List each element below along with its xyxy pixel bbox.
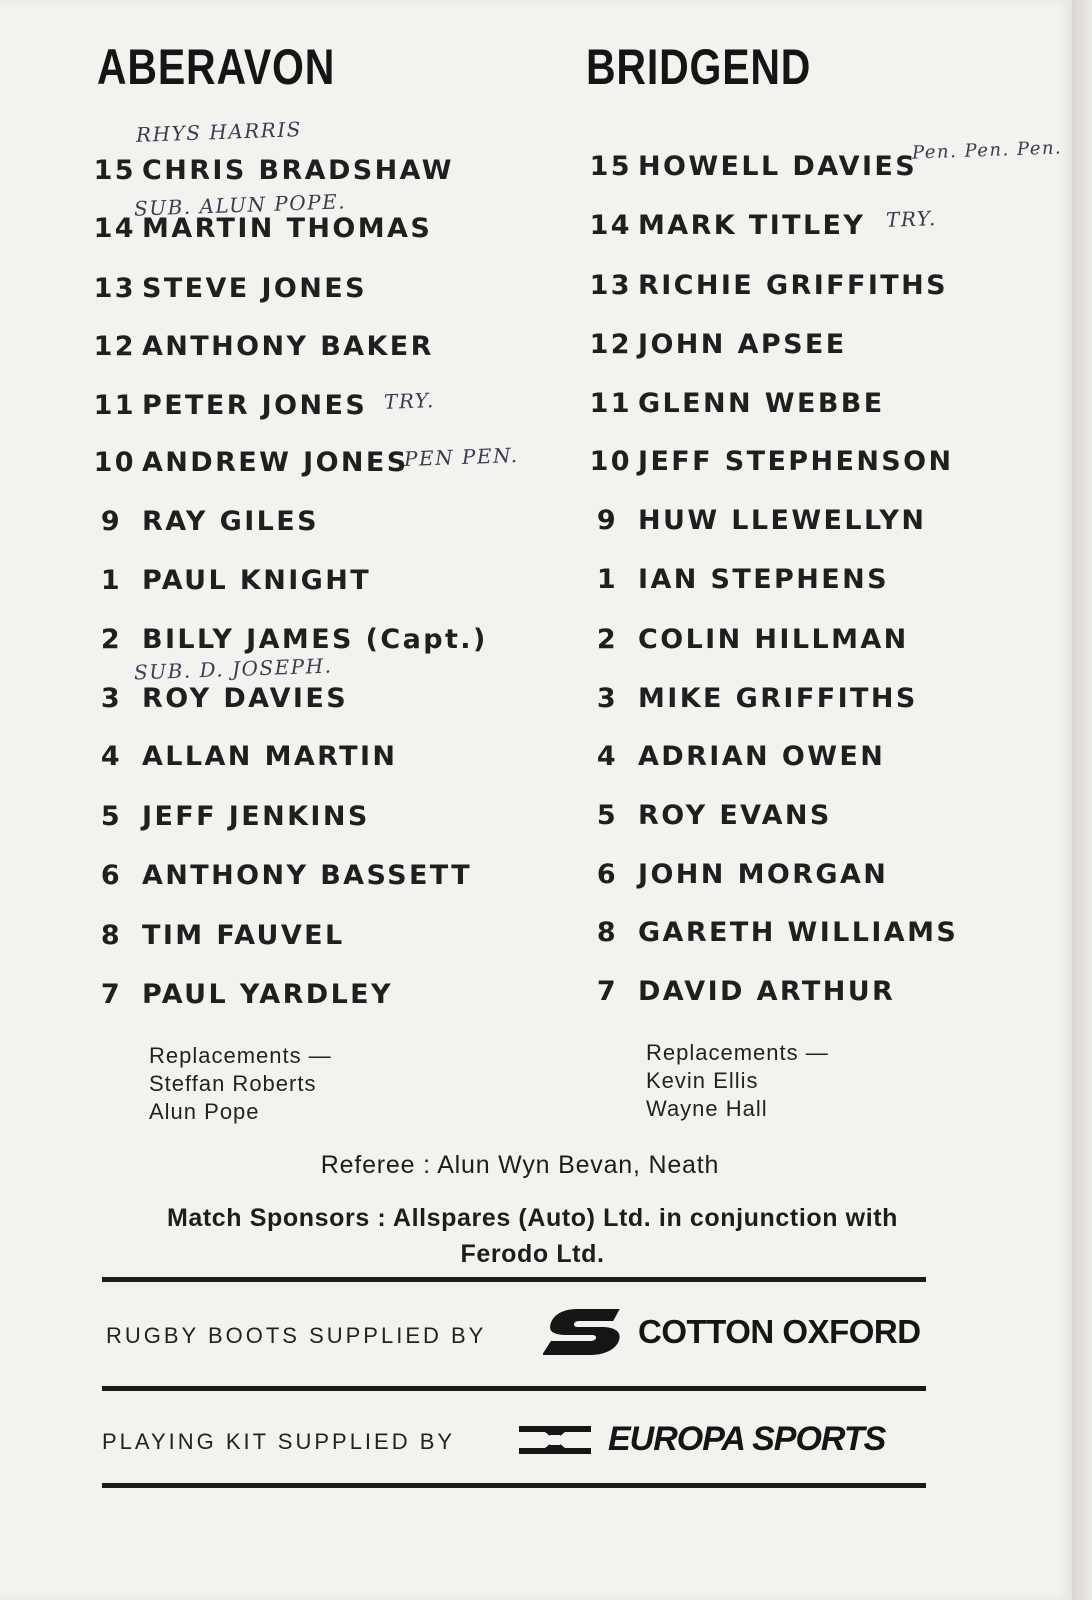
home-team-title: ABERAVON xyxy=(97,39,336,95)
handwritten-note: SUB. ALUN POPE. xyxy=(133,189,347,221)
player-number: 5 xyxy=(596,800,618,831)
player-row xyxy=(84,979,393,1010)
handwritten-note: RHYS HARRIS xyxy=(135,117,303,147)
kit-brand: EUROPA SPORTS xyxy=(608,1420,886,1458)
player-row xyxy=(84,447,409,478)
player-number: 8 xyxy=(100,920,122,951)
player-name: JEFF STEPHENSON xyxy=(638,446,954,477)
home-replacements xyxy=(149,1042,332,1126)
player-row xyxy=(580,388,885,419)
player-number: 9 xyxy=(100,506,122,537)
player-number: 3 xyxy=(100,683,122,714)
player-number: 12 xyxy=(93,331,136,362)
player-row xyxy=(580,329,847,360)
player-number: 14 xyxy=(589,210,632,241)
away-replacements xyxy=(646,1039,829,1123)
player-name: PETER JONES xyxy=(142,390,368,421)
player-name: GARETH WILLIAMS xyxy=(638,917,959,948)
replacement-player: Wayne Hall xyxy=(646,1096,768,1121)
replacements-label: Replacements — xyxy=(646,1040,829,1065)
player-name: JEFF JENKINS xyxy=(142,801,370,832)
player-name: DAVID ARTHUR xyxy=(638,976,896,1007)
player-row xyxy=(84,920,345,951)
europa-sports-logo-icon xyxy=(517,1424,593,1456)
player-row xyxy=(580,446,954,477)
handwritten-note: TRY. xyxy=(885,206,938,232)
player-row xyxy=(580,741,885,772)
handwritten-note: Pen. Pen. Pen. xyxy=(911,137,1063,164)
player-name: GLENN WEBBE xyxy=(638,388,885,419)
player-row xyxy=(84,273,367,304)
player-number: 12 xyxy=(589,329,632,360)
divider xyxy=(102,1386,926,1391)
player-number: 5 xyxy=(100,801,122,832)
player-name: MARK TITLEY xyxy=(638,210,866,241)
player-number: 3 xyxy=(596,683,618,714)
cotton-oxford-logo-icon xyxy=(543,1303,621,1359)
player-name: MARTIN THOMAS xyxy=(142,213,433,244)
player-number: 15 xyxy=(589,151,632,182)
player-row xyxy=(580,976,895,1007)
player-row xyxy=(580,564,889,595)
boots-label: RUGBY BOOTS SUPPLIED BY xyxy=(106,1323,487,1348)
player-number: 11 xyxy=(589,388,632,419)
player-number: 6 xyxy=(100,860,122,891)
sponsors-line: Ferodo Ltd. xyxy=(460,1240,605,1268)
player-number: 1 xyxy=(100,565,122,596)
player-row xyxy=(84,624,488,655)
referee-line: Referee : Alun Wyn Bevan, Neath xyxy=(320,1151,720,1179)
player-name: ADRIAN OWEN xyxy=(638,741,886,772)
handwritten-note: SUB. D. JOSEPH. xyxy=(133,653,333,685)
player-row xyxy=(84,741,397,772)
player-name: ROY EVANS xyxy=(638,800,832,831)
player-row xyxy=(84,506,319,537)
player-row xyxy=(84,331,434,362)
player-name: ROY DAVIES xyxy=(142,683,349,714)
replacement-player: Steffan Roberts xyxy=(149,1071,317,1096)
replacement-player: Alun Pope xyxy=(149,1099,260,1124)
player-number: 4 xyxy=(596,741,618,772)
player-row xyxy=(580,624,909,655)
player-name: PAUL YARDLEY xyxy=(142,979,393,1010)
player-number: 4 xyxy=(100,741,122,772)
player-row xyxy=(580,917,958,948)
player-row xyxy=(580,210,865,241)
boots-brand: COTTON OXFORD xyxy=(638,1313,921,1350)
player-name: IAN STEPHENS xyxy=(638,564,889,595)
player-number: 13 xyxy=(589,270,632,301)
player-number: 11 xyxy=(93,390,136,421)
player-number: 2 xyxy=(596,624,618,655)
player-row xyxy=(580,683,918,714)
match-sponsors xyxy=(60,1200,1005,1272)
player-name: CHRIS BRADSHAW xyxy=(142,155,454,186)
player-name: ALLAN MARTIN xyxy=(142,741,398,772)
player-name: COLIN HILLMAN xyxy=(638,624,909,655)
player-name: BILLY JAMES (Capt.) xyxy=(142,624,488,655)
player-row xyxy=(580,859,888,890)
player-number: 1 xyxy=(596,564,618,595)
handwritten-note: TRY. xyxy=(383,388,436,414)
player-row xyxy=(84,860,472,891)
player-name: STEVE JONES xyxy=(142,273,367,304)
player-row xyxy=(580,505,926,536)
player-row xyxy=(84,683,348,714)
player-number: 14 xyxy=(93,213,136,244)
player-row xyxy=(580,270,948,301)
player-name: ANTHONY BAKER xyxy=(142,331,434,362)
player-number: 7 xyxy=(100,979,122,1010)
player-name: TIM FAUVEL xyxy=(142,920,345,951)
player-name: ANDREW JONES xyxy=(142,447,409,478)
replacements-label: Replacements — xyxy=(149,1043,332,1068)
player-name: HOWELL DAVIES xyxy=(638,151,918,182)
player-number: 8 xyxy=(596,917,618,948)
page-edge xyxy=(1072,0,1092,1600)
player-number: 15 xyxy=(93,155,136,186)
player-row xyxy=(84,801,370,832)
player-name: RAY GILES xyxy=(142,506,319,537)
player-row xyxy=(580,800,832,831)
player-name: ANTHONY BASSETT xyxy=(142,860,473,891)
player-row xyxy=(84,390,367,421)
divider xyxy=(102,1483,926,1488)
player-name: MIKE GRIFFITHS xyxy=(638,683,918,714)
replacement-player: Kevin Ellis xyxy=(646,1068,759,1093)
sponsors-line: Match Sponsors : Allspares (Auto) Ltd. in conjunction with xyxy=(166,1204,899,1232)
handwritten-note: PEN PEN. xyxy=(403,443,519,471)
player-name: PAUL KNIGHT xyxy=(142,565,372,596)
player-number: 13 xyxy=(93,273,136,304)
player-number: 10 xyxy=(93,447,136,478)
player-name: HUW LLEWELLYN xyxy=(638,505,927,536)
player-number: 6 xyxy=(596,859,618,890)
player-row xyxy=(84,155,454,186)
divider xyxy=(102,1277,926,1282)
away-team-title: BRIDGEND xyxy=(586,39,812,95)
kit-label: PLAYING KIT SUPPLIED BY xyxy=(102,1429,456,1454)
player-row xyxy=(580,151,917,182)
player-name: JOHN APSEE xyxy=(638,329,847,360)
player-name: RICHIE GRIFFITHS xyxy=(638,270,948,301)
player-row xyxy=(84,565,371,596)
player-name: JOHN MORGAN xyxy=(638,859,889,890)
player-number: 7 xyxy=(596,976,618,1007)
player-number: 9 xyxy=(596,505,618,536)
player-number: 2 xyxy=(100,624,122,655)
player-number: 10 xyxy=(589,446,632,477)
